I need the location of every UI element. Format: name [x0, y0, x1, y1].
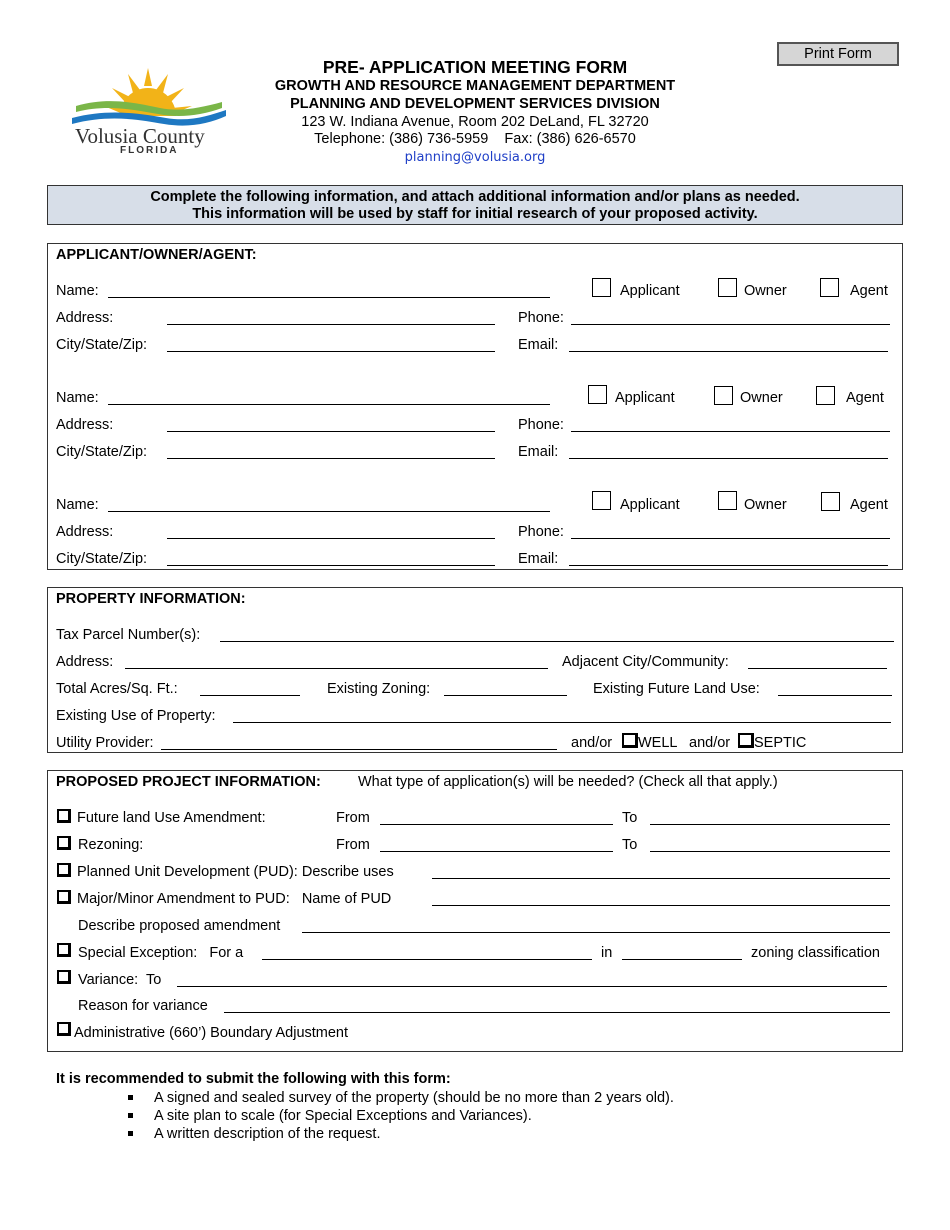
flu-to-field[interactable] — [650, 824, 890, 825]
existing-use-field[interactable] — [233, 722, 891, 723]
instructions-banner — [47, 185, 903, 225]
list-item: A written description of the request. — [130, 1125, 674, 1143]
phone-field[interactable] — [571, 431, 890, 432]
phone-field[interactable] — [571, 538, 890, 539]
rezoning-label: Rezoning: — [78, 837, 144, 853]
rezoning-from-field[interactable] — [380, 851, 613, 852]
flu-amendment-label: Future land Use Amendment: — [77, 810, 266, 826]
department-name: GROWTH AND RESOURCE MANAGEMENT DEPARTMENT — [274, 78, 676, 94]
special-exception-label: Special Exception: For a — [78, 945, 244, 961]
print-form-button[interactable]: Print Form — [777, 42, 899, 66]
recommend-list — [130, 1089, 674, 1143]
utility-provider-label: Utility Provider: — [56, 735, 154, 751]
city-state-zip-label: City/State/Zip: — [56, 444, 148, 460]
city-state-zip-field[interactable] — [167, 458, 495, 459]
existing-use-label: Existing Use of Property: — [56, 708, 216, 724]
project-heading: PROPOSED PROJECT INFORMATION: — [56, 774, 321, 790]
address-field[interactable] — [167, 538, 495, 539]
email-label: Email: — [518, 551, 559, 567]
in-label: in — [601, 945, 613, 961]
rezoning-checkbox[interactable] — [57, 836, 71, 850]
septic-checkbox[interactable] — [738, 733, 754, 748]
email-field[interactable] — [569, 565, 888, 566]
property-heading: PROPERTY INFORMATION: — [56, 591, 246, 607]
zoning-class-field[interactable] — [622, 959, 742, 960]
well-label: WELL — [638, 735, 678, 751]
property-address-field[interactable] — [125, 668, 548, 669]
tax-parcel-field[interactable] — [220, 641, 894, 642]
name-label: Name: — [56, 283, 99, 299]
rezoning-to-field[interactable] — [650, 851, 890, 852]
pud-amendment-label: Major/Minor Amendment to PUD: Name of PUD — [77, 891, 392, 907]
property-section — [47, 587, 903, 753]
email-label: Email: — [518, 337, 559, 353]
city-state-zip-field[interactable] — [167, 351, 495, 352]
instructions-line-1: Complete the following information, and attach additional information and/or plans as needed. — [150, 189, 800, 205]
applicant-role-label: Applicant — [620, 283, 680, 299]
agent-role-label: Agent — [850, 497, 888, 513]
andor-label: and/or — [571, 735, 613, 751]
email-label: Email: — [518, 444, 559, 460]
applicant-role-label: Applicant — [615, 390, 675, 406]
applicant-checkbox[interactable] — [592, 491, 611, 510]
division-name: PLANNING AND DEVELOPMENT SERVICES DIVISION — [290, 96, 660, 112]
admin-boundary-label: Administrative (660’) Boundary Adjustment — [74, 1025, 349, 1041]
name-field[interactable] — [108, 511, 550, 512]
admin-boundary-checkbox[interactable] — [57, 1022, 71, 1036]
variance-label: Variance: To — [78, 972, 162, 988]
address-label: Address: — [56, 310, 114, 326]
existing-flu-label: Existing Future Land Use: — [593, 681, 760, 697]
describe-amendment-field[interactable] — [302, 932, 890, 933]
logo-name: Volusia County — [75, 124, 205, 148]
agent-role-label: Agent — [846, 390, 884, 406]
total-acres-label: Total Acres/Sq. Ft.: — [56, 681, 178, 697]
name-field[interactable] — [108, 404, 550, 405]
pud-label: Planned Unit Development (PUD): Describe uses — [77, 864, 394, 880]
agent-checkbox[interactable] — [821, 492, 840, 511]
agent-checkbox[interactable] — [816, 386, 835, 405]
property-address-label: Address: — [56, 654, 114, 670]
email-link[interactable]: planning@volusia.org — [404, 150, 546, 165]
agent-role-label: Agent — [850, 283, 888, 299]
address-label: Address: — [56, 417, 114, 433]
phone-label: Phone: — [518, 524, 564, 540]
existing-zoning-field[interactable] — [444, 695, 567, 696]
volusia-county-logo — [70, 64, 230, 156]
pud-name-field[interactable] — [432, 905, 890, 906]
city-state-zip-label: City/State/Zip: — [56, 337, 148, 353]
applicant-checkbox[interactable] — [588, 385, 607, 404]
phone-label: Phone: — [518, 417, 564, 433]
name-label: Name: — [56, 497, 99, 513]
septic-label: SEPTIC — [754, 735, 807, 751]
pud-uses-field[interactable] — [432, 878, 890, 879]
instructions-line-2: This information will be used by staff for initial research of your proposed activity. — [192, 206, 758, 222]
adjacent-city-label: Adjacent City/Community: — [562, 654, 729, 670]
to-label: To — [622, 810, 638, 826]
existing-flu-field[interactable] — [778, 695, 892, 696]
andor-label: and/or — [689, 735, 731, 751]
to-label: To — [622, 837, 638, 853]
variance-checkbox[interactable] — [57, 970, 71, 984]
phone-field[interactable] — [571, 324, 890, 325]
adjacent-city-field[interactable] — [748, 668, 887, 669]
address-field[interactable] — [167, 431, 495, 432]
name-label: Name: — [56, 390, 99, 406]
utility-provider-field[interactable] — [161, 749, 557, 750]
city-state-zip-label: City/State/Zip: — [56, 551, 148, 567]
city-state-zip-field[interactable] — [167, 565, 495, 566]
well-checkbox[interactable] — [622, 733, 638, 748]
flu-amendment-checkbox[interactable] — [57, 809, 71, 823]
owner-role-label: Owner — [740, 390, 783, 406]
pud-checkbox[interactable] — [57, 863, 71, 877]
from-label: From — [336, 810, 370, 826]
owner-checkbox[interactable] — [714, 386, 733, 405]
describe-amendment-label: Describe proposed amendment — [78, 918, 281, 934]
owner-checkbox[interactable] — [718, 491, 737, 510]
address-label: Address: — [56, 524, 114, 540]
zoning-classification-label: zoning classification — [751, 945, 880, 961]
address-field[interactable] — [167, 324, 495, 325]
email-field[interactable] — [569, 351, 888, 352]
owner-role-label: Owner — [744, 283, 787, 299]
list-item: A signed and sealed survey of the property (should be no more than 2 years old). — [130, 1089, 674, 1107]
variance-to-field[interactable] — [177, 986, 887, 987]
reason-variance-field[interactable] — [224, 1012, 890, 1013]
applicant-heading: APPLICANT/OWNER/AGENT: — [56, 247, 257, 263]
owner-checkbox[interactable] — [718, 278, 737, 297]
reason-variance-label: Reason for variance — [78, 998, 208, 1014]
owner-role-label: Owner — [744, 497, 787, 513]
special-exception-checkbox[interactable] — [57, 943, 71, 957]
total-acres-field[interactable] — [200, 695, 300, 696]
existing-zoning-label: Existing Zoning: — [327, 681, 431, 697]
logo-state: FLORIDA — [120, 145, 179, 156]
list-item: A site plan to scale (for Special Exceptions and Variances). — [130, 1107, 674, 1125]
applicant-role-label: Applicant — [620, 497, 680, 513]
special-exception-field[interactable] — [262, 959, 592, 960]
flu-from-field[interactable] — [380, 824, 613, 825]
pud-amendment-checkbox[interactable] — [57, 890, 71, 904]
form-title: PRE- APPLICATION MEETING FORM — [322, 57, 628, 77]
name-field[interactable] — [108, 297, 550, 298]
phone-label: Phone: — [518, 310, 564, 326]
email-field[interactable] — [569, 458, 888, 459]
agent-checkbox[interactable] — [820, 278, 839, 297]
from-label: From — [336, 837, 370, 853]
office-address: 123 W. Indiana Avenue, Room 202 DeLand, FL 32720 — [301, 114, 649, 130]
project-question: What type of application(s) will be needed? (Check all that apply.) — [358, 774, 778, 790]
tax-parcel-label: Tax Parcel Number(s): — [56, 627, 201, 643]
applicant-checkbox[interactable] — [592, 278, 611, 297]
phone-fax: Telephone: (386) 736-5959 Fax: (386) 626-6570 — [314, 131, 636, 147]
recommend-heading: It is recommended to submit the following with this form: — [56, 1071, 451, 1087]
